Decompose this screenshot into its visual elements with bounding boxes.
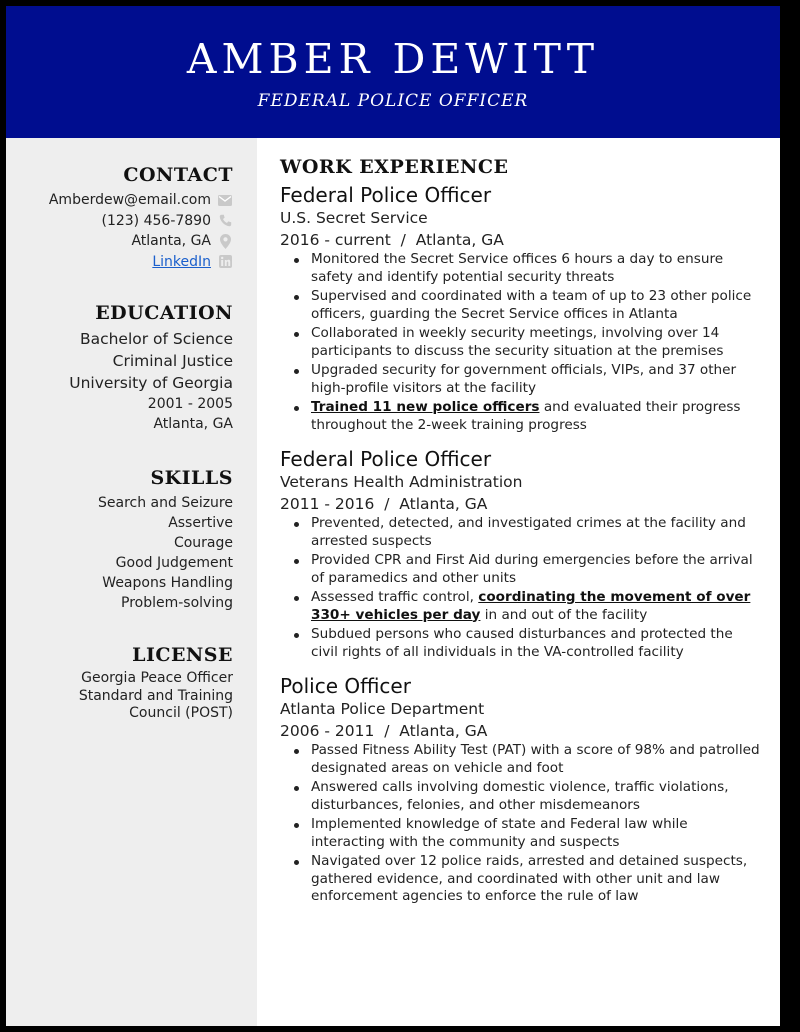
license-line: Council (POST) bbox=[129, 705, 233, 721]
linkedin-link[interactable]: LinkedIn bbox=[152, 253, 211, 270]
skill-item: Weapons Handling bbox=[102, 575, 233, 591]
skills-section bbox=[13, 467, 233, 613]
job-location: Atlanta, GA bbox=[415, 230, 504, 249]
job-title: Federal Police Officer bbox=[280, 183, 492, 207]
header-banner bbox=[6, 6, 780, 138]
field-of-study: Criminal Justice bbox=[112, 352, 233, 370]
contact-phone bbox=[13, 211, 233, 232]
bullet: Passed Fitness Ability Test (PAT) with a score of 98% and patrolled designated areas on vehicle and foot bbox=[311, 742, 760, 776]
license-section bbox=[13, 644, 233, 723]
job-org: Atlanta Police Department bbox=[280, 700, 485, 718]
contact-heading: CONTACT bbox=[123, 164, 233, 186]
job-entry bbox=[280, 673, 760, 906]
job-location: Atlanta, GA bbox=[399, 494, 488, 513]
bullet-highlight: Trained 11 new police officers bbox=[311, 399, 540, 415]
bullet: Subdued persons who caused disturbances and protected the civil rights of all individuals in the VA-controlled facility bbox=[311, 626, 760, 661]
job-meta bbox=[280, 721, 760, 743]
job-entry bbox=[280, 446, 760, 661]
job-org: Veterans Health Administration bbox=[280, 473, 523, 491]
bullet-post: and evaluated their progress throughout the 2-week training progress bbox=[311, 399, 741, 433]
job-entry bbox=[280, 182, 760, 434]
job-location: Atlanta, GA bbox=[399, 721, 488, 740]
work-experience-heading: WORK EXPERIENCE bbox=[280, 156, 509, 178]
sidebar bbox=[6, 138, 257, 1026]
candidate-name: AMBER DEWITT bbox=[186, 35, 600, 83]
location-text: Atlanta, GA bbox=[131, 233, 211, 250]
email-text: Amberdew@email.com bbox=[48, 192, 211, 209]
location-pin-icon bbox=[217, 234, 233, 248]
job-title: Federal Police Officer bbox=[280, 447, 492, 471]
envelope-icon bbox=[217, 193, 233, 207]
bullet: Upgraded security for government officials, VIPs, and 37 other high-profile visitors at the facility bbox=[311, 362, 760, 397]
meta-separator: / bbox=[384, 494, 390, 513]
license-line: Georgia Peace Officer bbox=[81, 670, 233, 686]
education-section bbox=[13, 302, 233, 434]
license-heading: LICENSE bbox=[132, 644, 233, 666]
meta-separator: / bbox=[400, 230, 406, 249]
education-years: 2001 - 2005 bbox=[147, 396, 233, 412]
bullet: Provided CPR and First Aid during emergencies before the arrival of paramedics and other units bbox=[311, 552, 760, 587]
job-dates: 2011 - 2016 bbox=[280, 494, 375, 513]
education-location: Atlanta, GA bbox=[153, 416, 233, 432]
linkedin-icon bbox=[217, 255, 233, 269]
bullet bbox=[311, 589, 760, 624]
skill-item: Courage bbox=[173, 535, 233, 551]
bullet: Monitored the Secret Service offices 6 hours a day to ensure safety and identify potential security threats bbox=[311, 251, 760, 286]
license-line: Standard and Training bbox=[78, 687, 233, 704]
job-meta bbox=[280, 494, 760, 516]
education-heading: EDUCATION bbox=[95, 302, 233, 324]
contact-section bbox=[13, 164, 233, 272]
skill-item: Search and Seizure bbox=[97, 495, 233, 511]
skill-item: Problem-solving bbox=[121, 595, 233, 611]
bullet: Implemented knowledge of state and Federal law while interacting with the community and suspects bbox=[311, 816, 760, 851]
school: University of Georgia bbox=[69, 374, 233, 392]
job-bullets bbox=[280, 515, 760, 661]
bullet-post: in and out of the facility bbox=[480, 606, 648, 623]
contact-linkedin bbox=[13, 252, 233, 273]
bullet: Answered calls involving domestic violence, traffic violations, disturbances, felonies, and other misdemeanors bbox=[311, 779, 760, 814]
skill-item: Good Judgement bbox=[115, 555, 233, 571]
job-meta bbox=[280, 230, 760, 252]
phone-text: (123) 456-7890 bbox=[101, 212, 211, 229]
skill-item: Assertive bbox=[168, 515, 233, 531]
contact-location bbox=[13, 231, 233, 252]
bullet bbox=[311, 399, 760, 434]
main-column bbox=[280, 156, 760, 908]
job-title: Police Officer bbox=[280, 674, 411, 698]
bullet-pre: Assessed traffic control, bbox=[311, 589, 479, 605]
bullet: Prevented, detected, and investigated crimes at the facility and arrested suspects bbox=[311, 515, 760, 550]
job-org: U.S. Secret Service bbox=[280, 209, 428, 227]
job-bullets bbox=[280, 742, 760, 906]
bullet: Collaborated in weekly security meetings, involving over 14 participants to discuss the security situation at the premises bbox=[311, 325, 760, 360]
resume-page bbox=[6, 6, 780, 1026]
bullet-highlight: coordinating the movement of over 330+ vehicles per day bbox=[311, 589, 751, 623]
bullet: Navigated over 12 police raids, arrested and detained suspects, gathered evidence, and coordinated with other unit and law enforcement agencies to enforce the rule of law bbox=[311, 853, 760, 906]
job-dates: 2016 - current bbox=[280, 230, 391, 249]
contact-email bbox=[13, 190, 233, 211]
job-dates: 2006 - 2011 bbox=[280, 721, 375, 740]
bullet: Supervised and coordinated with a team of up to 23 other police officers, guarding the Secret Service offices in Atlanta bbox=[311, 288, 760, 323]
skills-heading: SKILLS bbox=[150, 467, 233, 489]
job-title-heading: FEDERAL POLICE OFFICER bbox=[257, 91, 529, 111]
job-bullets bbox=[280, 251, 760, 434]
degree: Bachelor of Science bbox=[79, 330, 233, 348]
meta-separator: / bbox=[384, 721, 390, 740]
phone-icon bbox=[217, 214, 233, 228]
